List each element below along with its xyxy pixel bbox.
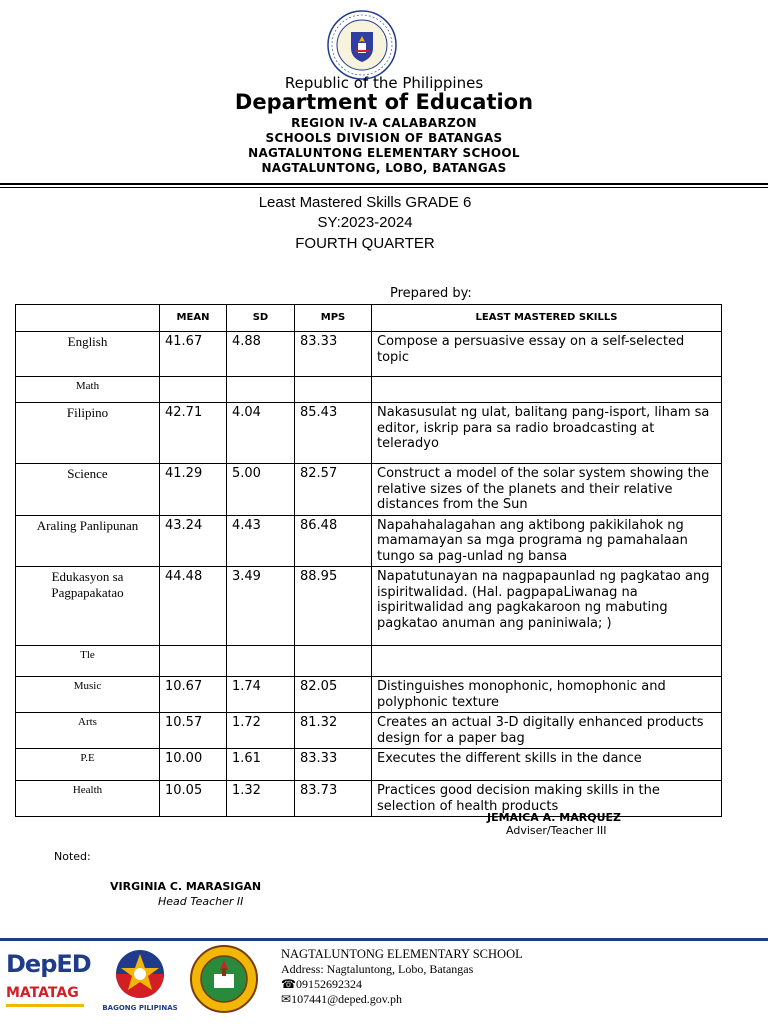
skill-cell: Construct a model of the solar system showing the relative sizes of the planets and their relative distances from the Sun (372, 464, 722, 516)
sd-cell: 4.43 (227, 515, 295, 567)
sd-cell: 4.88 (227, 332, 295, 377)
header-sd: SD (227, 305, 295, 332)
mean-cell: 44.48 (160, 567, 227, 646)
matatag-logo-text: MATATAG (6, 985, 79, 1001)
footer-school-name: NAGTALUNTONG ELEMENTARY SCHOOL (281, 947, 523, 961)
skill-cell: Napahahalagahan ang aktibong pakikilahok ng mamamayan sa mga programa ng pamahalaan tungo sa pag-unlad ng bansa (372, 515, 722, 567)
skill-cell: Distinguishes monophonic, homophonic and polyphonic texture (372, 677, 722, 713)
skill-cell: Practices good decision making skills in the selection of health products (372, 781, 722, 817)
table-row (16, 403, 722, 464)
subject-cell: English (16, 332, 160, 377)
mps-cell: 86.48 (295, 515, 372, 567)
mean-cell: 10.05 (160, 781, 227, 817)
footer-email: 107441@deped.gov.ph (291, 992, 402, 1006)
quarter-label: FOURTH QUARTER (295, 235, 435, 252)
mps-cell: 83.73 (295, 781, 372, 817)
subject-cell: Arts (16, 713, 160, 749)
table-row (16, 713, 722, 749)
skill-cell: Compose a persuasive essay on a self-selected topic (372, 332, 722, 377)
division-heading: SCHOOLS DIVISION OF BATANGAS (265, 131, 503, 145)
mps-cell: 88.95 (295, 567, 372, 646)
deped-seal-logo (327, 10, 397, 80)
mean-cell: 10.00 (160, 749, 227, 781)
subject-cell: Music (16, 677, 160, 713)
skill-cell: Nakasusulat ng ulat, balitang pang-isport, liham sa editor, iskrip para sa radio broadcasting at teleradyo (372, 403, 722, 464)
sd-cell (227, 646, 295, 677)
bagong-pilipinas-logo (101, 944, 179, 1012)
header-subject (16, 305, 160, 332)
noted-label: Noted: (54, 850, 91, 863)
subject-cell: P.E (16, 749, 160, 781)
adviser-name: JEMAICA A. MARQUEZ (487, 811, 622, 824)
table-row (16, 332, 722, 377)
mean-cell: 41.67 (160, 332, 227, 377)
sd-cell: 4.04 (227, 403, 295, 464)
mps-cell: 85.43 (295, 403, 372, 464)
sd-cell: 5.00 (227, 464, 295, 516)
envelope-icon: ✉ (281, 992, 292, 1006)
table-row (16, 377, 722, 403)
school-year: SY:2023-2024 (317, 214, 413, 231)
subject-cell: Math (16, 377, 160, 403)
deped-matatag-logo (6, 950, 90, 1012)
document-title: Least Mastered Skills GRADE 6 (258, 194, 472, 211)
header-skills: LEAST MASTERED SKILLS (372, 305, 722, 332)
sd-cell: 1.72 (227, 713, 295, 749)
subject-cell: Filipino (16, 403, 160, 464)
telephone-icon: ☎ (281, 977, 296, 991)
header-mps: MPS (295, 305, 372, 332)
bagong-pilipinas-label: BAGONG PILIPINAS (102, 1004, 178, 1012)
sd-cell: 1.74 (227, 677, 295, 713)
sd-cell: 1.32 (227, 781, 295, 817)
skill-cell (372, 377, 722, 403)
least-mastered-skills-table (15, 304, 722, 817)
head-teacher-name: VIRGINIA C. MARASIGAN (110, 880, 262, 893)
skill-cell: Napatutunayan na nagpapaunlad ng pagkatao ang ispiritwalidad. (Hal. pagpapaLiwanag na ispiritwalidad ang pagkakaroon ng mabuting pagkatao anuman ang paniniwala; ) (372, 567, 722, 646)
table-row (16, 677, 722, 713)
sd-cell: 1.61 (227, 749, 295, 781)
table-row (16, 515, 722, 567)
mps-cell: 81.32 (295, 713, 372, 749)
head-teacher-role: Head Teacher II (158, 895, 244, 908)
address-heading: NAGTALUNTONG, LOBO, BATANGAS (261, 161, 507, 175)
subject-cell: Science (16, 464, 160, 516)
mps-cell: 83.33 (295, 332, 372, 377)
mean-cell (160, 646, 227, 677)
subject-cell: Araling Panlipunan (16, 515, 160, 567)
mps-cell: 82.57 (295, 464, 372, 516)
mps-cell (295, 377, 372, 403)
table-row (16, 749, 722, 781)
mps-cell (295, 646, 372, 677)
region-heading: REGION IV-A CALABARZON (291, 116, 477, 130)
header-divider-thin (0, 187, 768, 188)
header-mean: MEAN (160, 305, 227, 332)
table-row (16, 646, 722, 677)
subject-cell: Edukasyon sa Pagpapakatao (16, 567, 160, 646)
mean-cell: 10.57 (160, 713, 227, 749)
school-seal-logo (189, 944, 259, 1014)
sd-cell (227, 377, 295, 403)
skill-cell: Creates an actual 3-D digitally enhanced products design for a paper bag (372, 713, 722, 749)
subject-cell: Tle (16, 646, 160, 677)
footer-address: Address: Nagtaluntong, Lobo, Batangas (281, 962, 474, 976)
footer-divider (0, 938, 768, 941)
prepared-by-label: Prepared by: (390, 286, 472, 301)
table-header-row (16, 305, 722, 332)
bagong-pilipinas-emblem-icon (101, 944, 179, 1000)
mean-cell: 42.71 (160, 403, 227, 464)
table-row (16, 567, 722, 646)
sd-cell: 3.49 (227, 567, 295, 646)
table-row (16, 464, 722, 516)
republic-heading: Republic of the Philippines (284, 74, 484, 92)
footer-phone: 09152692324 (295, 977, 362, 991)
header-divider (0, 183, 768, 185)
mps-cell: 83.33 (295, 749, 372, 781)
mean-cell: 43.24 (160, 515, 227, 567)
skill-cell (372, 646, 722, 677)
adviser-role: Adviser/Teacher III (506, 824, 607, 837)
skill-cell: Executes the different skills in the dance (372, 749, 722, 781)
school-contact-block (281, 947, 523, 1007)
school-heading: NAGTALUNTONG ELEMENTARY SCHOOL (248, 146, 520, 160)
mps-cell: 82.05 (295, 677, 372, 713)
deped-logo-text: DepED (6, 950, 91, 978)
subject-cell: Health (16, 781, 160, 817)
department-heading: Department of Education (234, 90, 534, 114)
mean-cell: 10.67 (160, 677, 227, 713)
mean-cell (160, 377, 227, 403)
mean-cell: 41.29 (160, 464, 227, 516)
